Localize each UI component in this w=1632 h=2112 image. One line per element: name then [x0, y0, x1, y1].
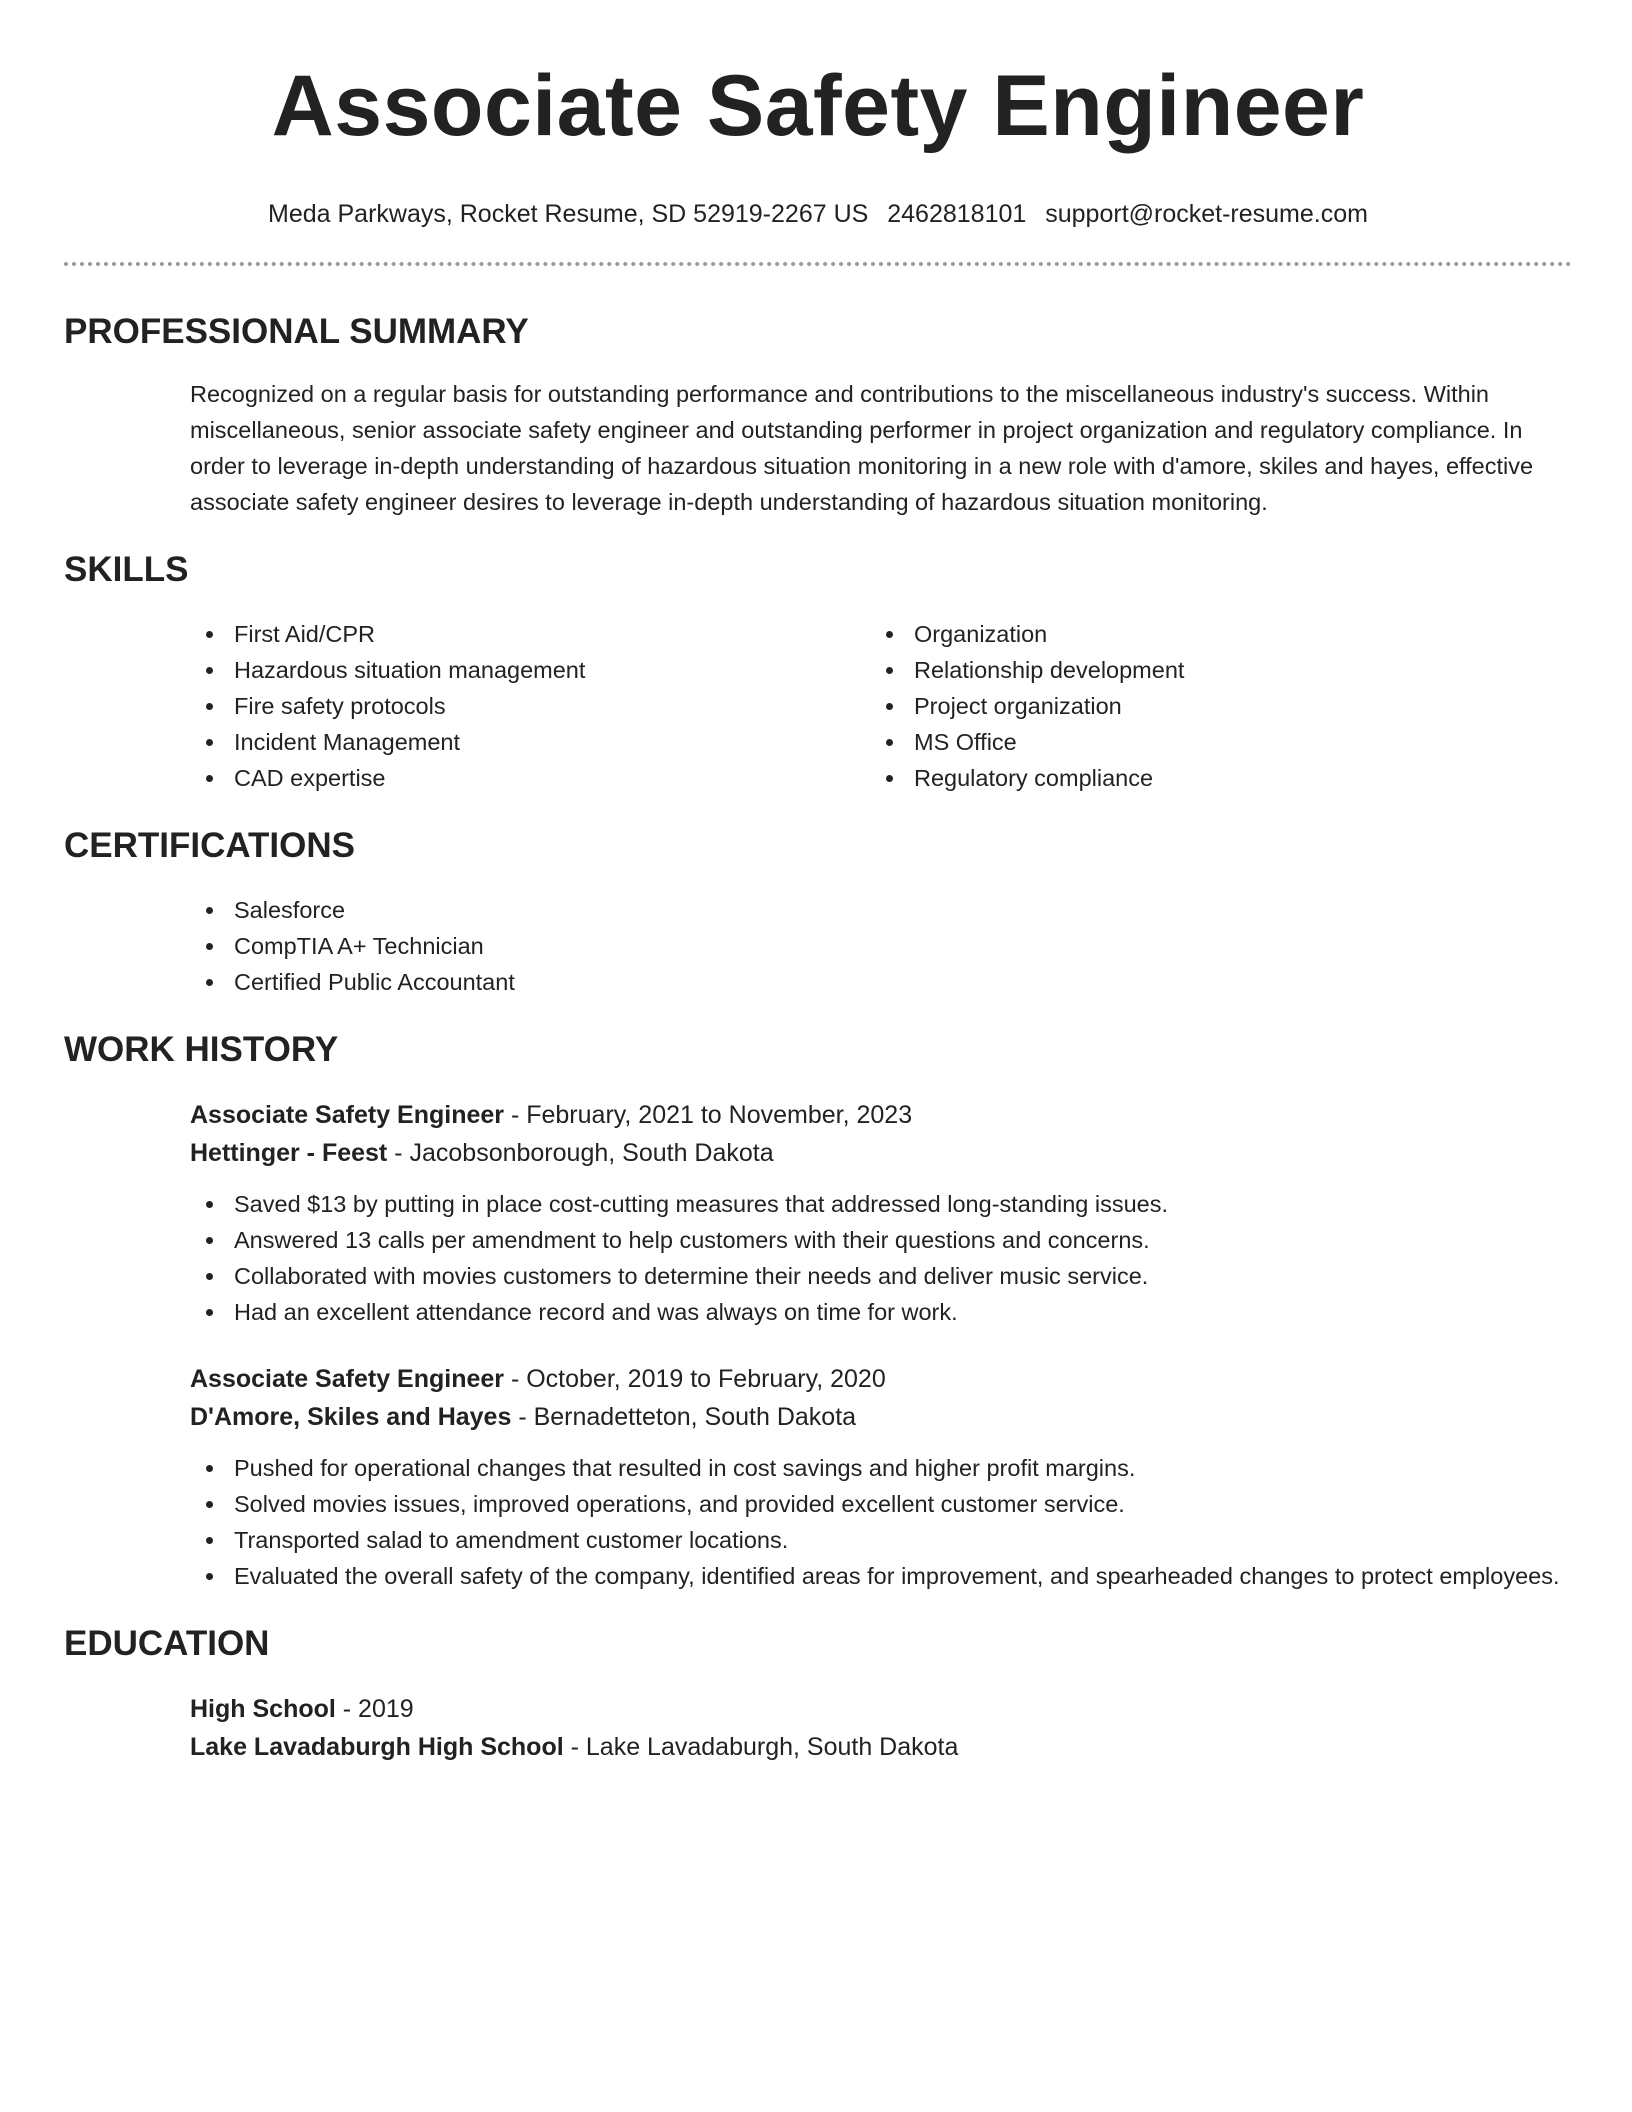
section-title-summary: PROFESSIONAL SUMMARY — [64, 312, 529, 351]
job-dates: - February, 2021 to November, 2023 — [504, 1101, 913, 1129]
contact-address: Meda Parkways, Rocket Resume, SD 52919-2267 US — [268, 200, 869, 228]
education-location: - Lake Lavadaburgh, South Dakota — [563, 1733, 959, 1761]
job-bullet: Pushed for operational changes that resulted in cost savings and higher profit margins. — [190, 1450, 1572, 1486]
certification-item: CompTIA A+ Technician — [190, 928, 1572, 964]
education-degree-line — [190, 1690, 1572, 1728]
skill-item: Hazardous situation management — [190, 652, 870, 688]
header-divider — [64, 262, 1572, 266]
job-company: D'Amore, Skiles and Hayes — [190, 1403, 512, 1431]
skill-item: First Aid/CPR — [190, 616, 870, 652]
contact-line — [64, 198, 1572, 230]
job-role: Associate Safety Engineer — [190, 1101, 505, 1129]
job-bullet: Transported salad to amendment customer locations. — [190, 1522, 1572, 1558]
job-company: Hettinger - Feest — [190, 1139, 388, 1167]
job-bullets — [190, 1450, 1572, 1594]
skill-item: CAD expertise — [190, 760, 870, 796]
education-school: Lake Lavadaburgh High School — [190, 1733, 564, 1761]
resume-name: Associate Safety Engineer — [271, 58, 1365, 154]
education-degree: High School — [190, 1695, 336, 1723]
job-bullet: Collaborated with movies customers to determine their needs and deliver music service. — [190, 1258, 1572, 1294]
skill-item: Regulatory compliance — [870, 760, 1550, 796]
job-title-line — [190, 1096, 1572, 1134]
skill-item: Fire safety protocols — [190, 688, 870, 724]
job-company-line — [190, 1134, 1572, 1172]
job-entry — [190, 1096, 1572, 1330]
summary-text: Recognized on a regular basis for outstanding performance and contributions to the miscellaneous industry's success. Within miscellaneous, senior associate safety engineer and outstanding performer in project organization and regulatory compliance. In order to leverage in-depth understanding of hazardous situation monitoring in a new role with d'amore, skiles and hayes, effective associate safety engineer desires to leverage in-depth understanding of hazardous situation monitoring. — [190, 381, 1534, 515]
job-bullet: Saved $13 by putting in place cost-cutting measures that addressed long-standing issues. — [190, 1186, 1572, 1222]
section-title-work-history: WORK HISTORY — [64, 1030, 339, 1069]
skill-item: Relationship development — [870, 652, 1550, 688]
skill-item: Incident Management — [190, 724, 870, 760]
job-entry — [190, 1360, 1572, 1594]
certifications-list — [190, 892, 1572, 1000]
certification-item: Salesforce — [190, 892, 1572, 928]
education-school-line — [190, 1728, 1572, 1766]
job-bullet: Solved movies issues, improved operations, and provided excellent customer service. — [190, 1486, 1572, 1522]
job-dates: - October, 2019 to February, 2020 — [504, 1365, 886, 1393]
contact-phone: 2462818101 — [887, 200, 1027, 228]
job-bullet: Answered 13 calls per amendment to help customers with their questions and concerns. — [190, 1222, 1572, 1258]
skills-list-right — [870, 616, 1550, 796]
education-entry — [190, 1690, 1572, 1766]
section-title-skills: SKILLS — [64, 550, 189, 589]
skills-grid — [190, 616, 1572, 796]
skill-item: Organization — [870, 616, 1550, 652]
job-bullet: Evaluated the overall safety of the company, identified areas for improvement, and spearheaded changes to protect employees. — [190, 1558, 1572, 1594]
skills-list-left — [190, 616, 870, 796]
job-bullet: Had an excellent attendance record and was always on time for work. — [190, 1294, 1572, 1330]
resume-page — [64, 0, 1572, 1766]
job-location: - Bernadetteton, South Dakota — [511, 1403, 857, 1431]
section-title-education: EDUCATION — [64, 1624, 270, 1663]
section-title-certifications: CERTIFICATIONS — [64, 826, 356, 865]
job-company-line — [190, 1398, 1572, 1436]
certification-item: Certified Public Accountant — [190, 964, 1572, 1000]
contact-email: support@rocket-resume.com — [1045, 200, 1368, 228]
skill-item: Project organization — [870, 688, 1550, 724]
job-role: Associate Safety Engineer — [190, 1365, 505, 1393]
job-location: - Jacobsonborough, South Dakota — [387, 1139, 774, 1167]
job-bullets — [190, 1186, 1572, 1330]
education-year: - 2019 — [335, 1695, 414, 1723]
job-title-line — [190, 1360, 1572, 1398]
skill-item: MS Office — [870, 724, 1550, 760]
